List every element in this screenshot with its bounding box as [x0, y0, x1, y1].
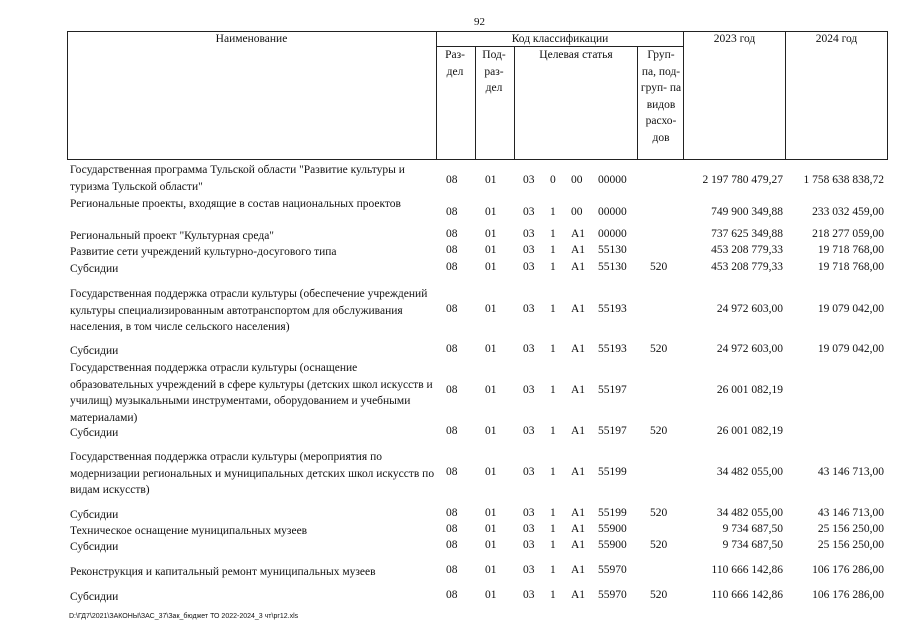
cell-group: 520 [650, 425, 668, 437]
row-name: Государственная поддержка отрасли культуры (оснащение образовательных учреждений в сфере культуры (детских школ искусств и училищ) музыкальными инструментами, оборудованием и учебными материалами) [70, 362, 433, 424]
cell-target-2: 1 [550, 244, 556, 256]
cell-section: 08 [446, 384, 458, 396]
cell-2023: 9 734 687,50 [722, 523, 783, 535]
cell-target-4: 00000 [598, 206, 627, 218]
cell-2023: 749 900 349,88 [711, 206, 783, 218]
cell-subsection: 01 [485, 244, 497, 256]
cell-2023: 24 972 603,00 [716, 343, 783, 355]
cell-section: 08 [446, 174, 458, 186]
row-name: Субсидии [70, 427, 119, 439]
row-name: Реконструкция и капитальный ремонт муниципальных музеев [70, 566, 376, 578]
cell-target-3: A1 [571, 384, 586, 396]
cell-2024: 19 079 042,00 [817, 343, 884, 355]
cell-section: 08 [446, 425, 458, 437]
cell-section: 08 [446, 303, 458, 315]
cell-2024: 43 146 713,00 [817, 466, 884, 478]
cell-target-4: 55199 [598, 466, 627, 478]
cell-2024: 218 277 059,00 [812, 228, 884, 240]
cell-target-1: 03 [523, 564, 535, 576]
cell-2024: 106 176 286,00 [812, 589, 884, 601]
cell-section: 08 [446, 589, 458, 601]
cell-target-3: A1 [571, 466, 586, 478]
header-code: Код классификации [511, 33, 609, 45]
cell-2024: 25 156 250,00 [817, 523, 884, 535]
cell-target-1: 03 [523, 343, 535, 355]
cell-2023: 34 482 055,00 [716, 507, 783, 519]
cell-subsection: 01 [485, 261, 497, 273]
cell-subsection: 01 [485, 539, 497, 551]
cell-target-4: 55970 [598, 564, 627, 576]
cell-group: 520 [650, 589, 668, 601]
cell-target-1: 03 [523, 303, 535, 315]
cell-2024: 25 156 250,00 [817, 539, 884, 551]
cell-2024: 233 032 459,00 [812, 206, 884, 218]
cell-group: 520 [650, 343, 668, 355]
cell-subsection: 01 [485, 564, 497, 576]
cell-subsection: 01 [485, 466, 497, 478]
cell-2023: 110 666 142,86 [711, 564, 783, 576]
header-target: Целевая статья [539, 49, 613, 61]
cell-target-2: 1 [550, 523, 556, 535]
cell-target-4: 55197 [598, 425, 627, 437]
cell-2024: 19 079 042,00 [817, 303, 884, 315]
cell-target-4: 55193 [598, 343, 627, 355]
cell-target-3: A1 [571, 507, 586, 519]
cell-target-4: 55130 [598, 244, 627, 256]
cell-section: 08 [446, 206, 458, 218]
cell-group: 520 [650, 261, 668, 273]
row-name: Региональные проекты, входящие в состав национальных проектов [70, 198, 401, 210]
cell-subsection: 01 [485, 174, 497, 186]
cell-target-3: A1 [571, 244, 586, 256]
cell-target-1: 03 [523, 261, 535, 273]
cell-target-1: 03 [523, 539, 535, 551]
cell-subsection: 01 [485, 523, 497, 535]
cell-target-4: 55130 [598, 261, 627, 273]
cell-target-2: 1 [550, 261, 556, 273]
cell-2023: 9 734 687,50 [722, 539, 783, 551]
cell-target-1: 03 [523, 507, 535, 519]
row-name: Региональный проект "Культурная среда" [70, 230, 275, 242]
header-subsection: Под- раз- дел [482, 49, 506, 94]
cell-2023: 34 482 055,00 [716, 466, 783, 478]
cell-section: 08 [446, 261, 458, 273]
table-header [67, 31, 888, 160]
cell-target-3: A1 [571, 228, 586, 240]
header-2024: 2024 год [815, 33, 858, 45]
header-2023: 2023 год [713, 33, 756, 45]
cell-target-2: 0 [550, 174, 556, 186]
row-name: Развитие сети учреждений культурно-досугового типа [70, 246, 337, 258]
cell-group: 520 [650, 507, 668, 519]
cell-2024: 19 718 768,00 [817, 261, 884, 273]
row-name: Государственная поддержка отрасли культуры (обеспечение учреждений культуры специализированным автотранспортом для обслуживания населения, в том числе сельского населения) [70, 288, 428, 333]
cell-target-1: 03 [523, 174, 535, 186]
cell-section: 08 [446, 343, 458, 355]
cell-subsection: 01 [485, 507, 497, 519]
cell-target-2: 1 [550, 539, 556, 551]
cell-target-1: 03 [523, 589, 535, 601]
cell-target-3: A1 [571, 564, 586, 576]
header-section: Раз- дел [445, 49, 465, 78]
cell-2024: 1 758 638 838,72 [803, 174, 884, 186]
cell-2024: 19 718 768,00 [817, 244, 884, 256]
cell-subsection: 01 [485, 425, 497, 437]
cell-subsection: 01 [485, 384, 497, 396]
row-name: Субсидии [70, 345, 119, 357]
cell-target-1: 03 [523, 523, 535, 535]
cell-target-1: 03 [523, 244, 535, 256]
cell-target-3: A1 [571, 261, 586, 273]
row-name: Государственная поддержка отрасли культуры (мероприятия по модернизации региональных и муниципальных детских школ искусств по видам искусств) [70, 451, 435, 496]
cell-subsection: 01 [485, 206, 497, 218]
cell-section: 08 [446, 507, 458, 519]
cell-subsection: 01 [485, 303, 497, 315]
cell-target-3: A1 [571, 589, 586, 601]
cell-subsection: 01 [485, 343, 497, 355]
cell-target-2: 1 [550, 589, 556, 601]
cell-target-3: 00 [571, 206, 583, 218]
row-name: Субсидии [70, 509, 119, 521]
cell-target-4: 00000 [598, 228, 627, 240]
cell-target-4: 55199 [598, 507, 627, 519]
header-name: Наименование [215, 33, 288, 45]
cell-target-4: 55900 [598, 539, 627, 551]
header-group: Груп- па, под- груп- па видов расхо- дов [640, 49, 682, 144]
cell-target-2: 1 [550, 343, 556, 355]
cell-subsection: 01 [485, 228, 497, 240]
file-path-footer: D:\ГД7\2021\ЗАКОНЫ\ЗАС_37\Зак_бюджет ТО 2022-2024_3 чт\рг12.xls [69, 613, 299, 620]
cell-2023: 453 208 779,33 [711, 244, 783, 256]
cell-section: 08 [446, 244, 458, 256]
cell-target-2: 1 [550, 466, 556, 478]
cell-target-2: 1 [550, 564, 556, 576]
cell-target-1: 03 [523, 466, 535, 478]
row-name: Субсидии [70, 541, 119, 553]
cell-target-3: A1 [571, 425, 586, 437]
cell-2023: 24 972 603,00 [716, 303, 783, 315]
cell-target-2: 1 [550, 206, 556, 218]
cell-target-1: 03 [523, 206, 535, 218]
cell-target-1: 03 [523, 425, 535, 437]
cell-target-4: 55193 [598, 303, 627, 315]
cell-target-2: 1 [550, 384, 556, 396]
cell-section: 08 [446, 523, 458, 535]
cell-section: 08 [446, 466, 458, 478]
cell-target-4: 55970 [598, 589, 627, 601]
row-name: Субсидии [70, 591, 119, 603]
cell-target-3: A1 [571, 303, 586, 315]
cell-target-3: A1 [571, 343, 586, 355]
cell-section: 08 [446, 228, 458, 240]
cell-2023: 737 625 349,88 [711, 228, 783, 240]
cell-2023: 2 197 780 479,27 [702, 174, 783, 186]
cell-group: 520 [650, 539, 668, 551]
cell-2023: 110 666 142,86 [711, 589, 783, 601]
cell-2023: 453 208 779,33 [711, 261, 783, 273]
cell-target-2: 1 [550, 303, 556, 315]
cell-target-2: 1 [550, 507, 556, 519]
cell-target-4: 00000 [598, 174, 627, 186]
row-name: Государственная программа Тульской области "Развитие культуры и туризма Тульской области" [70, 164, 405, 193]
cell-target-1: 03 [523, 384, 535, 396]
cell-2024: 106 176 286,00 [812, 564, 884, 576]
cell-2023: 26 001 082,19 [716, 425, 783, 437]
cell-subsection: 01 [485, 589, 497, 601]
cell-2024: 43 146 713,00 [817, 507, 884, 519]
cell-target-3: A1 [571, 539, 586, 551]
row-name: Субсидии [70, 263, 119, 275]
cell-target-1: 03 [523, 228, 535, 240]
cell-target-2: 1 [550, 425, 556, 437]
cell-target-3: A1 [571, 523, 586, 535]
cell-target-2: 1 [550, 228, 556, 240]
cell-target-3: 00 [571, 174, 583, 186]
page-number: 92 [474, 16, 485, 28]
cell-target-4: 55900 [598, 523, 627, 535]
row-name: Техническое оснащение муниципальных музеев [70, 525, 308, 537]
cell-target-4: 55197 [598, 384, 627, 396]
cell-section: 08 [446, 539, 458, 551]
cell-2023: 26 001 082,19 [716, 384, 783, 396]
cell-section: 08 [446, 564, 458, 576]
